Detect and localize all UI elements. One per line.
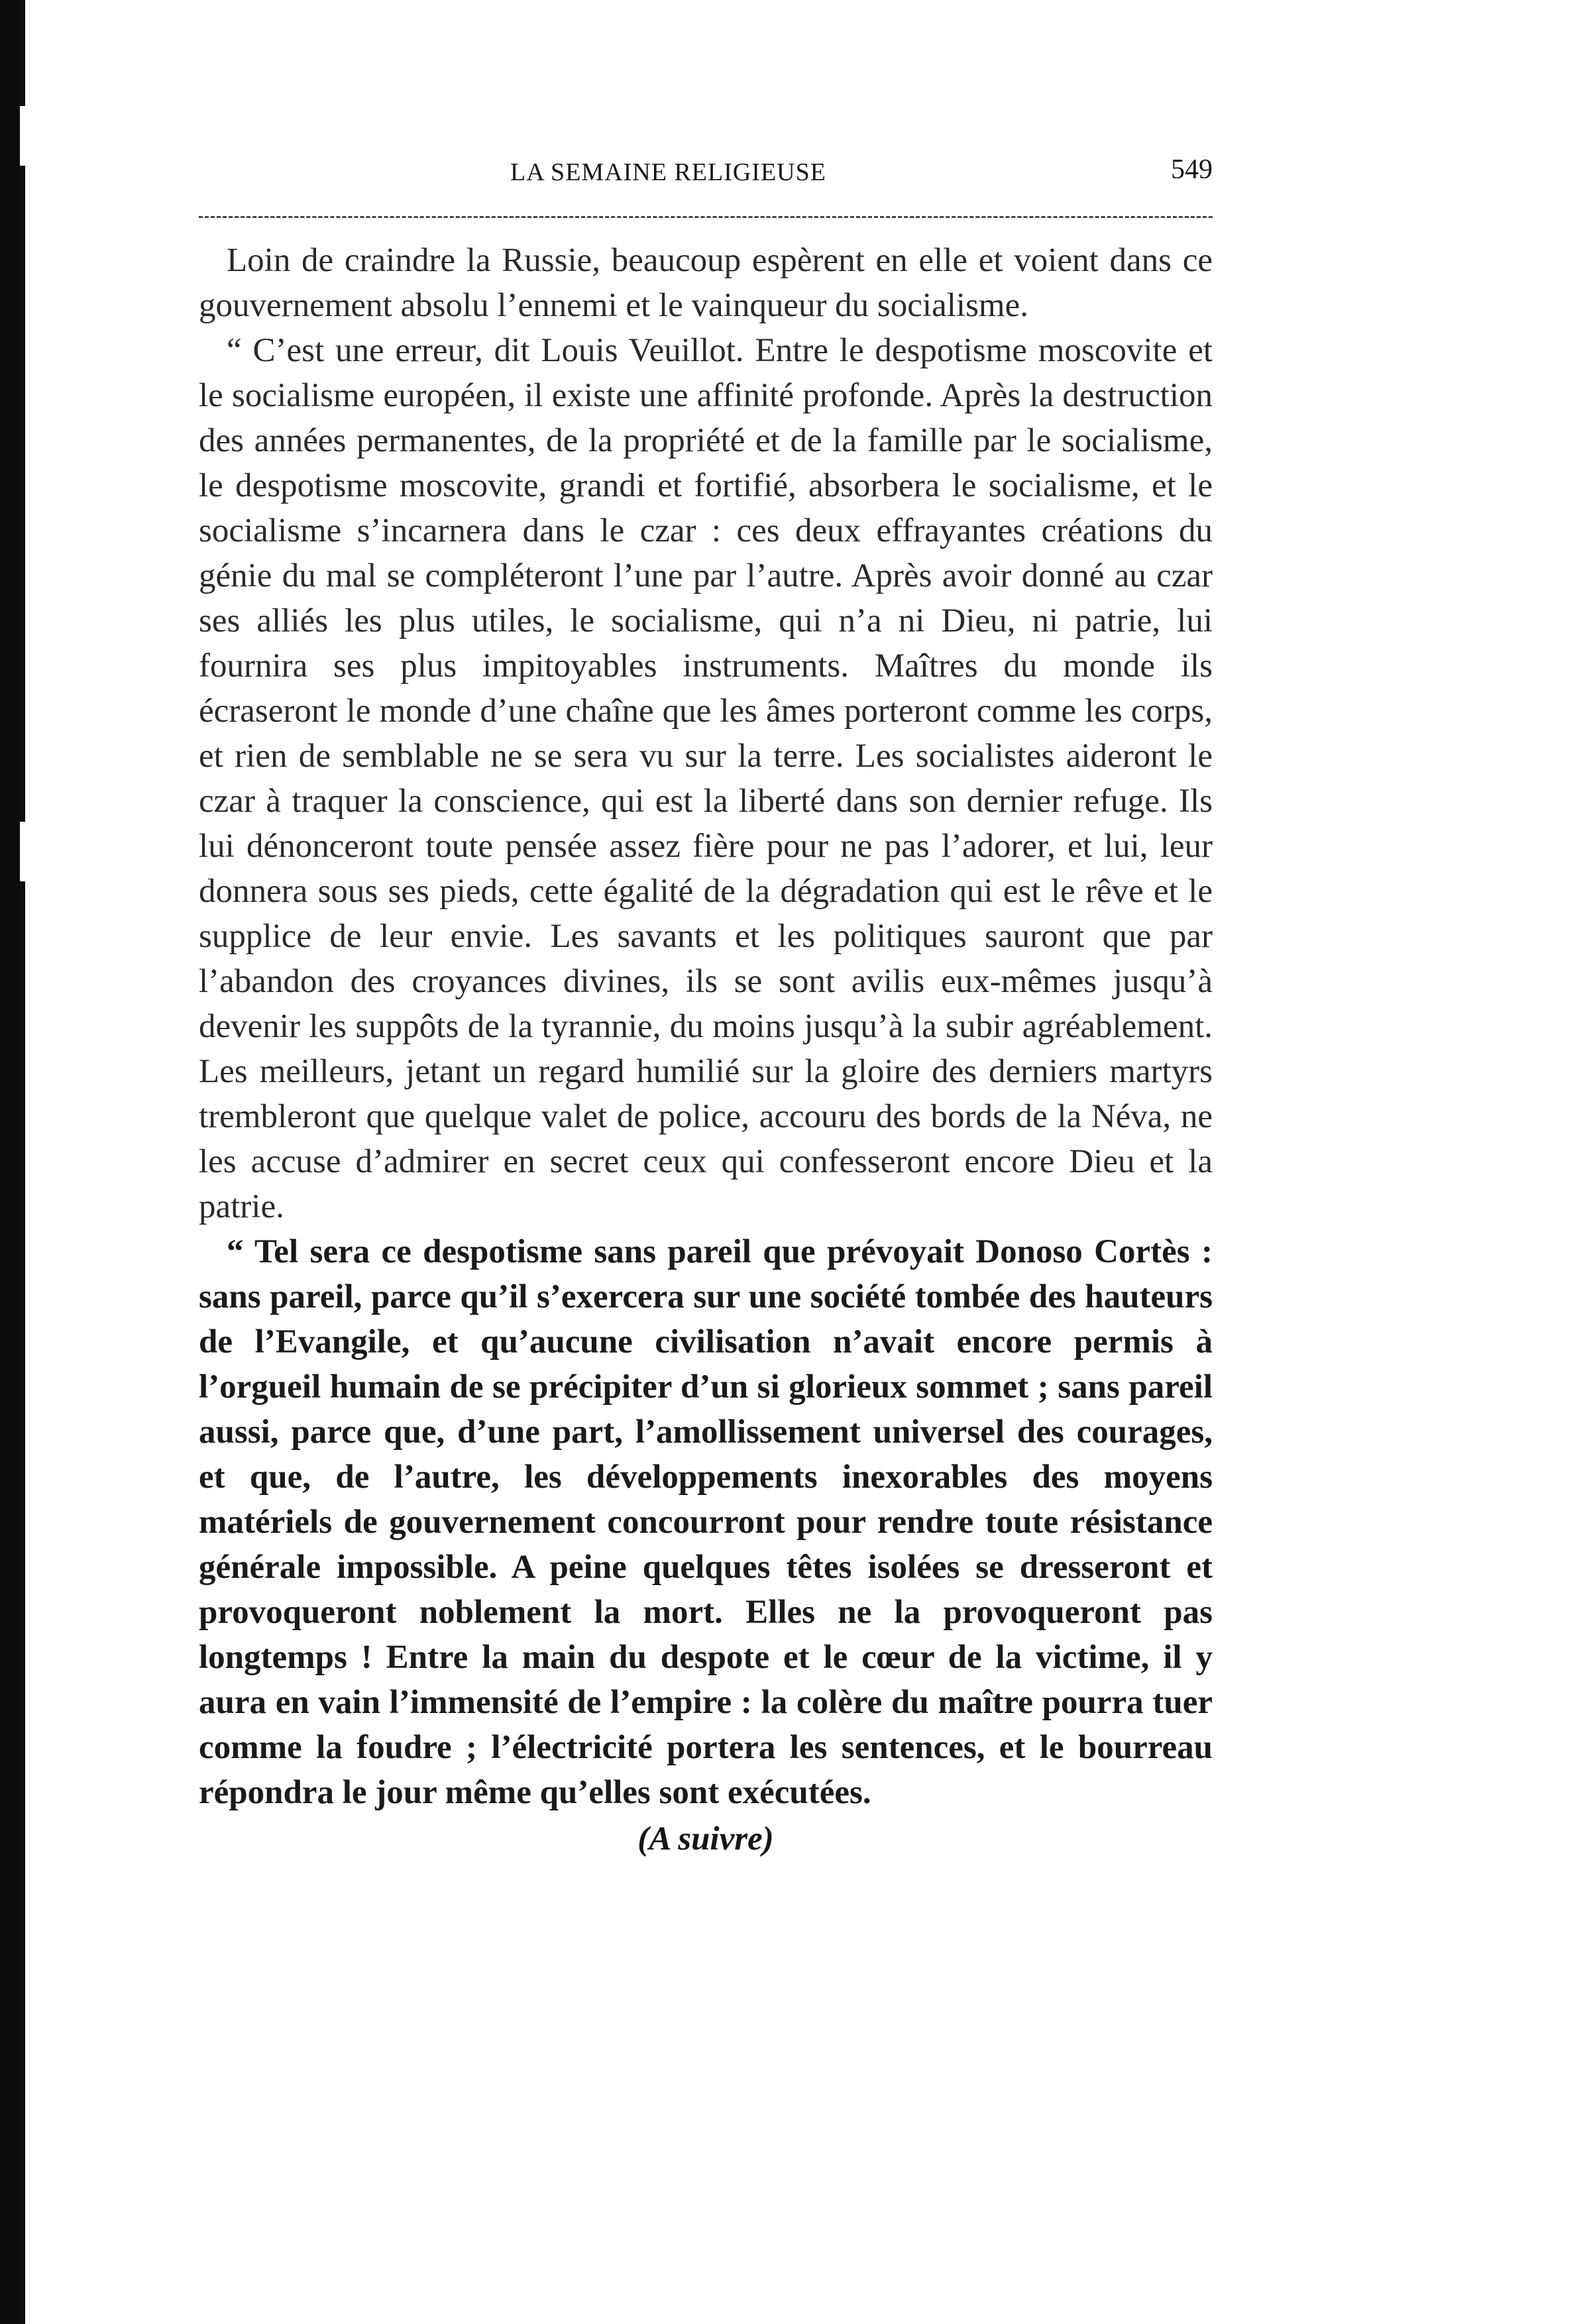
header-rule — [199, 216, 1213, 218]
page-header — [199, 152, 1213, 199]
to-be-continued-note: (A suivre) — [637, 1820, 774, 1857]
scan-binding-edge — [0, 0, 25, 2324]
scan-binding-notch — [20, 822, 29, 881]
paragraph: “ Tel sera ce despotisme sans pareil que prévoyait Donoso Cortès : sans pareil, parce qu’il s’exercera sur une société tombée des hauteurs de l’Evangile, et qu’aucune civilisation n’avait encore permis à l’orgueil humain de se précipiter d’un si glorieux sommet ; sans pareil aussi, parce que, d’une part, l’amollissement universel des courages, et que, de l’autre, les développements inexorables des moyens matériels de gouvernement concourront pour rendre toute résistance générale impossible. A peine quelques têtes isolées se dresseront et provoqueront noblement la mort. Elles ne la provoqueront pas longtemps ! Entre la main du despote et le cœur de la victime, il y aura en vain l’immensité de l’empire : la colère du maître pourra tuer comme la foudre ; l’électricité portera les sentences, et le bourreau répondra le jour même qu’elles sont exécutées. — [199, 1233, 1213, 1811]
scan-binding-notch — [20, 106, 29, 166]
paragraph: Loin de craindre la Russie, beaucoup espèrent en elle et voient dans ce gouvernement absolu l’ennemi et le vainqueur du socialisme. — [199, 242, 1213, 324]
body-text — [199, 238, 1213, 1815]
page-number: 549 — [1171, 154, 1213, 185]
book-page — [199, 152, 1213, 1861]
running-head: LA SEMAINE RELIGIEUSE — [510, 158, 826, 186]
paragraph: “ C’est une erreur, dit Louis Veuillot. Entre le despotisme moscovite et le socialisme européen, il existe une affinité profonde. Après la destruction des années permanentes, de la propriété et de la famille par le socialisme, le despotisme moscovite, grandi et fortifié, absorbera le socialisme, et le socialisme s’incarnera dans le czar : ces deux effrayantes créations du génie du mal se compléteront l’une par l’autre. Après avoir donné au czar ses alliés les plus utiles, le socialisme, qui n’a ni Dieu, ni patrie, lui fournira ses plus impitoyables instruments. Maîtres du monde ils écraseront le monde d’une chaîne que les âmes porteront comme les corps, et rien de semblable ne se sera vu sur la terre. Les socialistes aideront le czar à traquer la conscience, qui est la liberté dans son dernier refuge. Ils lui dénonceront toute pensée assez fière pour ne pas l’adorer, et lui, leur donnera sous ses pieds, cette égalité de la dégradation qui est le rêve et le supplice de leur envie. Les savants et les politiques sauront que par l’abandon des croyances divines, ils se sont avilis eux-mêmes jusqu’à devenir les suppôts de la tyrannie, du moins jusqu’à la subir agréablement. Les meilleurs, jetant un regard humilié sur la gloire des derniers martyrs trembleront que quelque valet de police, accouru des bords de la Néva, ne les accuse d’admirer en secret ceux qui confesseront encore Dieu et la patrie. — [199, 332, 1213, 1225]
